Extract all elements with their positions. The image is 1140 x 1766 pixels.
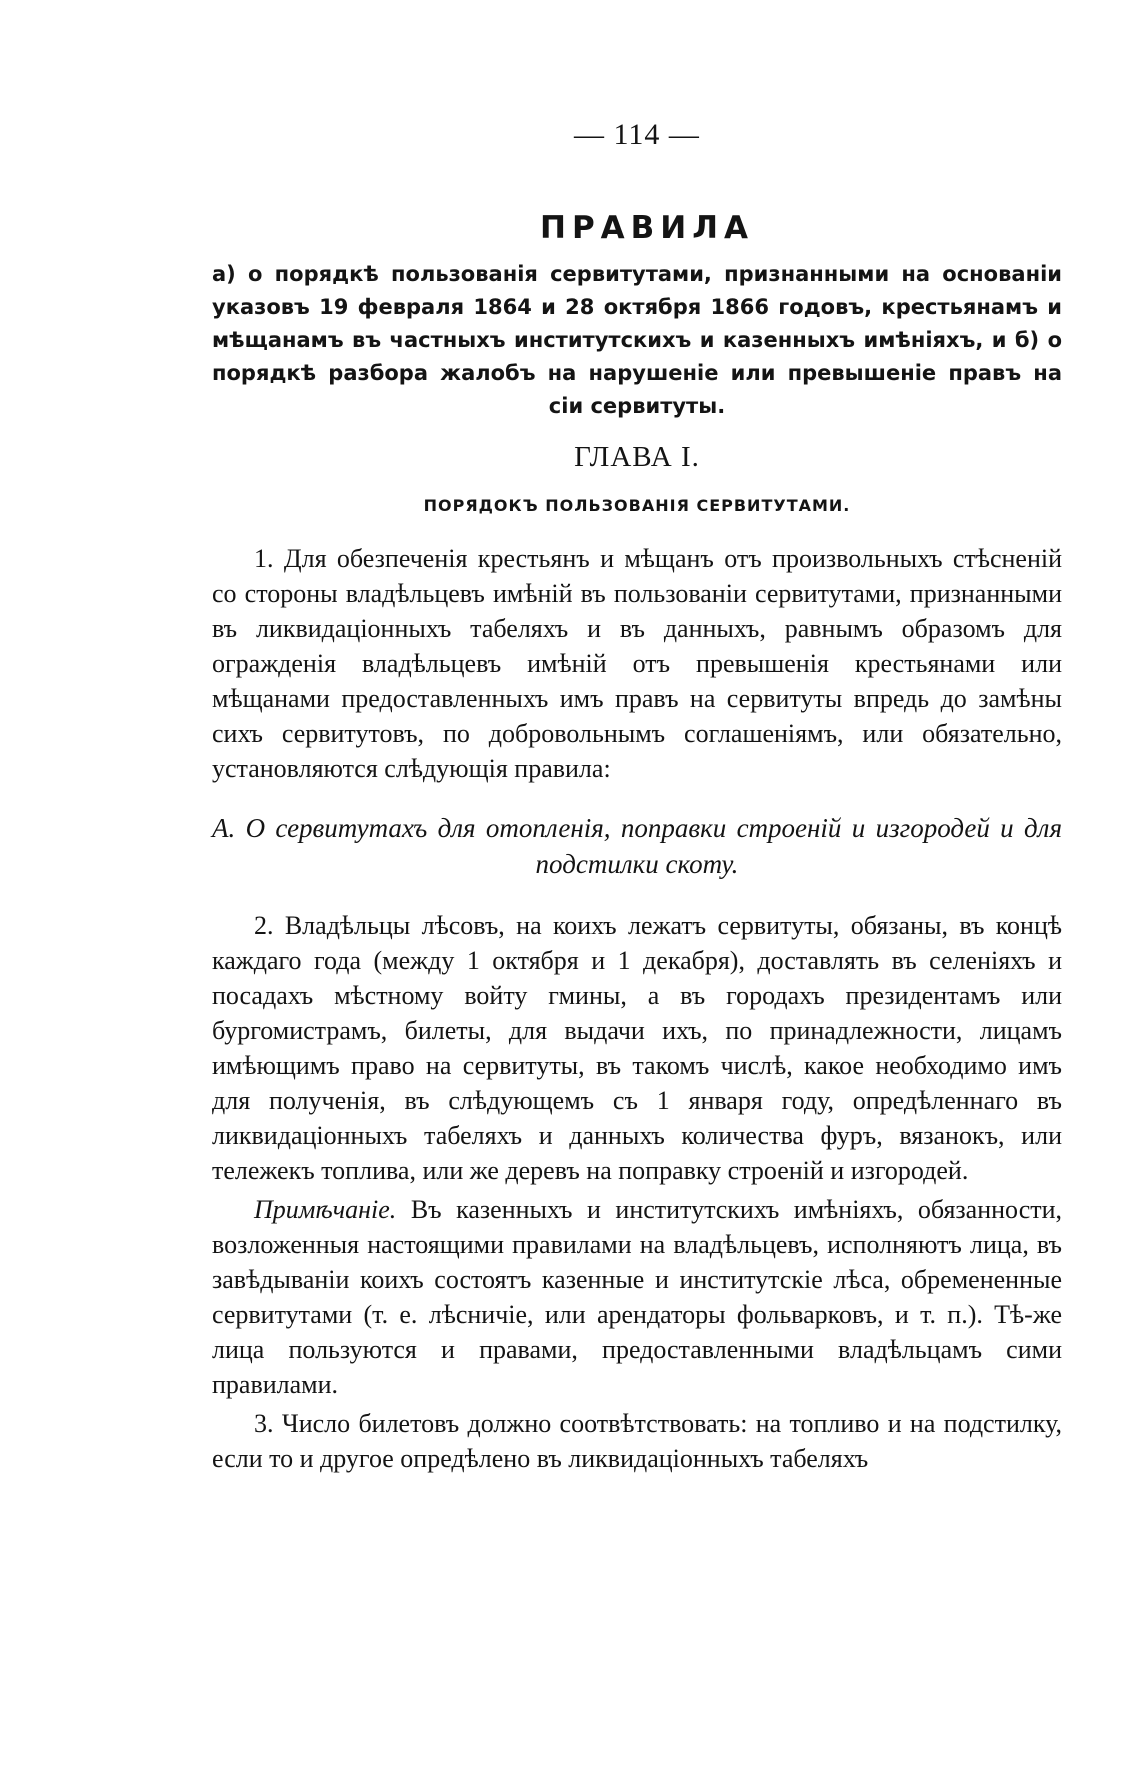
paragraph-number: 1. (254, 544, 274, 573)
paragraph-text: Владѣльцы лѣсовъ, на коихъ лежатъ сервитуты, обязаны, въ концѣ каждаго года (между 1 октября и 1 декабря), доставлять въ селеніяхъ и посадахъ мѣстному войту гмины, а въ городахъ президентамъ или бургомистрамъ, билеты, для выдачи ихъ, по принадлежности, лицамъ имѣющимъ право на сервитуты, въ такомъ числѣ, какое необходимо имъ для полученія, въ слѣдующемъ съ 1 января году, опредѣленнаго въ ликвидаціонныхъ табеляхъ и данныхъ количества фуръ, вязанокъ, или тележекъ топлива, или же деревъ на поправку строеній и изгородей. (212, 911, 1062, 1185)
document-subtitle: а) о порядкѣ пользованія сервитутами, признанными на основаніи указовъ 19 февраля 1864 и 28 октября 1866 годовъ, крестьянамъ и мѣщанамъ въ частныхъ институтскихъ и казенныхъ имѣніяхъ, и б) о порядкѣ разбора жалобъ на нарушеніе или превышеніе правъ на сіи сервитуты. (212, 262, 1062, 418)
paragraph-text: Число билетовъ должно соотвѣтствовать: на топливо и на подстилку, если то и другое опредѣлено въ ликвидаціонныхъ табеляхъ (212, 1409, 1063, 1473)
paragraph-number: 3. (254, 1409, 274, 1438)
paragraph-number: 2. (254, 911, 274, 940)
document-title: ПРАВИЛА (540, 210, 754, 246)
chapter-subheading: ПОРЯДОКЪ ПОЛЬЗОВАНІЯ СЕРВИТУТАМИ. (423, 496, 851, 515)
note-paragraph (212, 1192, 1062, 1402)
note-label: Примѣчаніе. (254, 1195, 397, 1224)
page-number: — 114 — (574, 118, 700, 151)
paragraph-3 (212, 1406, 1062, 1476)
paragraph-2 (212, 908, 1062, 1188)
document-page (212, 118, 1062, 1476)
paragraph-1 (212, 541, 1062, 786)
section-heading-a: А. О сервитутахъ для отопленія, поправки строеній и изгородей и для подстилки скоту. (212, 813, 1062, 879)
chapter-heading: ГЛАВА I. (574, 441, 700, 473)
paragraph-text: Для обезпеченія крестьянъ и мѣщанъ отъ произвольныхъ стѣсненій со стороны владѣльцевъ имѣній въ пользованіи сервитутами, признанными въ ликвидаціонныхъ табеляхъ и въ данныхъ, равнымъ образомъ для огражденія владѣльцевъ имѣній отъ превышенія крестьянами или мѣщанами предоставленныхъ имъ правъ на сервитуты впредь до замѣны сихъ сервитутовъ, по добровольнымъ соглашеніямъ, или обязательно, установляются слѣдующія правила: (212, 544, 1062, 783)
note-text: Въ казенныхъ и институтскихъ имѣніяхъ, обязанности, возложенныя настоящими правилами на владѣльцевъ, исполняютъ лица, въ завѣдываніи коихъ состоятъ казенные и институтскіе лѣса, обремененные сервитутами (т. е. лѣсничіе, или арендаторы фольварковъ, и т. п.). Тѣ-же лица пользуются и правами, предоставленными владѣльцамъ сими правилами. (212, 1195, 1063, 1399)
